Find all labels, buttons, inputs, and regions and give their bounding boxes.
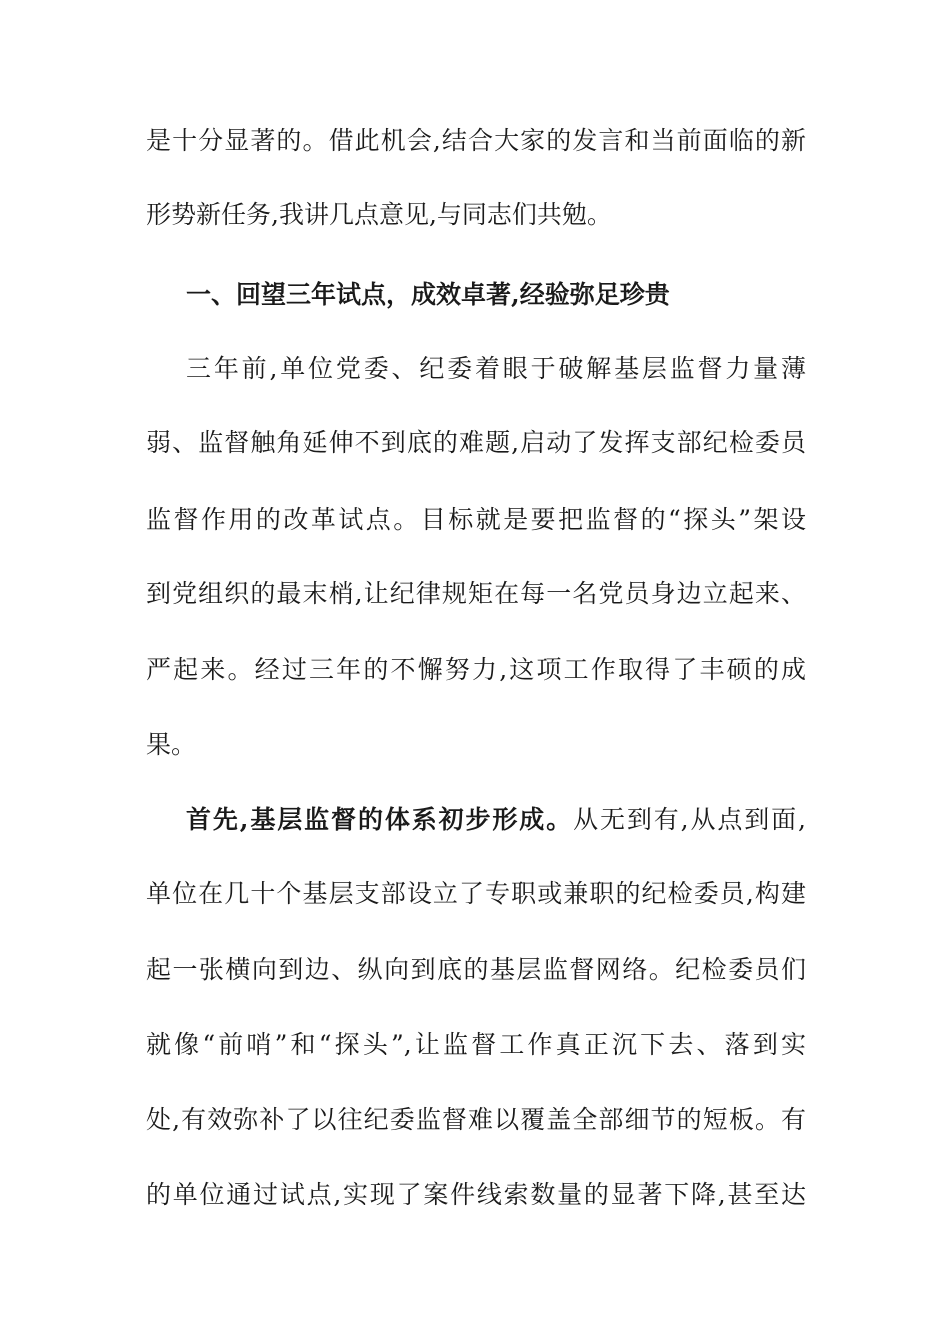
- paragraph-background-line-3: 监督作用的改革试点。目标就是要把监督的“探头”架设: [146, 505, 806, 534]
- paragraph-first-line-1-rest: 从无到有,从点到面,: [573, 805, 806, 834]
- paragraph-intro-line-1: 是十分显著的。借此机会,结合大家的发言和当前面临的新: [146, 126, 806, 155]
- paragraph-first-line-2: 单位在几十个基层支部设立了专职或兼职的纪检委员,构建: [146, 879, 806, 908]
- paragraph-background-line-1: 三年前,单位党委、纪委着眼于破解基层监督力量薄: [186, 354, 806, 383]
- paragraph-first-line-4: 就像“前哨”和“探头”,让监督工作真正沉下去、落到实: [146, 1030, 806, 1059]
- paragraph-background-line-2: 弱、监督触角延伸不到底的难题,启动了发挥支部纪检委员: [146, 428, 806, 457]
- paragraph-background-line-6: 果。: [146, 730, 197, 759]
- paragraph-first-line-6: 的单位通过试点,实现了案件线索数量的显著下降,甚至达: [146, 1180, 806, 1209]
- paragraph-intro-line-2: 形势新任务,我讲几点意见,与同志们共勉。: [146, 200, 612, 229]
- paragraph-first-lead: 首先,基层监督的体系初步形成。: [186, 805, 574, 834]
- paragraph-first-line-1: [186, 803, 806, 837]
- paragraph-background-line-4: 到党组织的最末梢,让纪律规矩在每一名党员身边立起来、: [146, 579, 806, 608]
- paragraph-first-line-3: 起一张横向到边、纵向到底的基层监督网络。纪检委员们: [146, 955, 806, 984]
- paragraph-background-line-5: 严起来。经过三年的不懈努力,这项工作取得了丰硕的成: [146, 655, 806, 684]
- paragraph-first-line-5: 处,有效弥补了以往纪委监督难以覆盖全部细节的短板。有: [146, 1105, 806, 1134]
- section-heading: 一、回望三年试点，成效卓著,经验弥足珍贵: [186, 280, 670, 309]
